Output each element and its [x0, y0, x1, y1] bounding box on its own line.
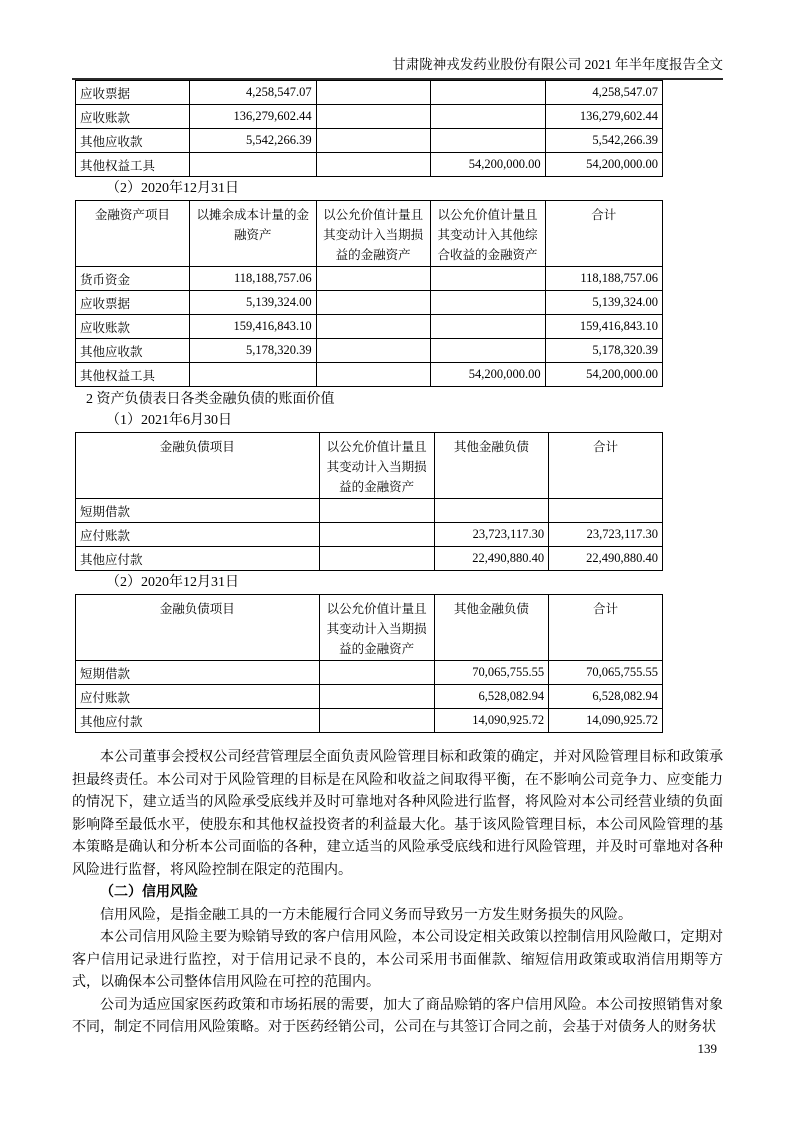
table-row [76, 523, 663, 547]
page-number: 139 [697, 1041, 717, 1056]
section-caption-liab-2021: （1）2021年6月30日 [106, 413, 232, 428]
col-header-fvoci: 以公允价值计量且其变动计入其他综合收益的金融资产 [430, 201, 545, 267]
row-item-label: 其他应收款 [76, 129, 190, 153]
row-item-label: 应收票据 [76, 291, 190, 315]
cell-fvtpl [316, 81, 430, 105]
cell-total: 70,065,755.55 [549, 661, 663, 685]
cell-total: 5,178,320.39 [545, 339, 662, 363]
cell-fvoci [430, 291, 545, 315]
page-header [72, 0, 723, 80]
cell-fvoci [430, 129, 545, 153]
section-heading-liabilities: 2 资产负债表日各类金融负债的账面价值 [86, 392, 335, 407]
cell-other: 22,490,880.40 [434, 547, 548, 571]
table-row [76, 661, 663, 685]
table-row [76, 291, 663, 315]
cell-fvoci [430, 267, 545, 291]
cell-fvtpl [319, 523, 434, 547]
col-header-item: 金融负债项目 [76, 433, 320, 499]
table-row [76, 547, 663, 571]
row-item-label: 其他应收款 [76, 339, 190, 363]
table-row [76, 129, 663, 153]
col-header-fvtpl: 以公允价值计量且其变动计入当期损益的金融资产 [319, 433, 434, 499]
cell-fvtpl [316, 363, 430, 387]
col-header-amortized: 以摊余成本计量的金融资产 [189, 201, 316, 267]
cell-fvtpl [316, 267, 430, 291]
row-item-label: 货币资金 [76, 267, 190, 291]
table-row [76, 105, 663, 129]
cell-total: 5,139,324.00 [545, 291, 662, 315]
financial-liabilities-table-2021 [75, 432, 663, 571]
row-item-label: 其他应付款 [76, 547, 320, 571]
cell-total: 159,416,843.10 [545, 315, 662, 339]
row-item-label: 应付账款 [76, 523, 320, 547]
cell-fvtpl [319, 499, 434, 523]
cell-fvoci [430, 105, 545, 129]
cell-fvtpl [319, 709, 434, 733]
col-header-item: 金融资产项目 [76, 201, 190, 267]
cell-other [434, 499, 548, 523]
col-header-fvtpl: 以公允价值计量且其变动计入当期损益的金融资产 [316, 201, 430, 267]
cell-amortized: 5,178,320.39 [189, 339, 316, 363]
page-content [72, 80, 723, 1040]
table-header-row [76, 201, 663, 267]
cell-total [549, 499, 663, 523]
paragraph-credit-policy: 本公司信用风险主要为赊销导致的客户信用风险，本公司设定相关政策以控制信用风险敞口，定期对客户信用记录进行监控，对于信用记录不良的，本公司采用书面催款、缩短信用政策或取消信用期等方式，以确保本公司整体信用风险在可控的范围内。 [72, 930, 723, 990]
cell-total: 14,090,925.72 [549, 709, 663, 733]
table-row [76, 81, 663, 105]
cell-total: 5,542,266.39 [545, 129, 662, 153]
row-item-label: 应收账款 [76, 105, 190, 129]
cell-total: 23,723,117.30 [549, 523, 663, 547]
cell-fvtpl [316, 291, 430, 315]
cell-fvtpl [319, 547, 434, 571]
cell-total: 54,200,000.00 [545, 153, 662, 177]
table-header-row [76, 433, 663, 499]
row-item-label: 其他应付款 [76, 709, 320, 733]
risk-management-text [72, 747, 723, 1040]
table-row [76, 153, 663, 177]
row-item-label: 应收票据 [76, 81, 190, 105]
cell-fvtpl [316, 129, 430, 153]
cell-fvoci [430, 81, 545, 105]
table-row [76, 709, 663, 733]
cell-total: 54,200,000.00 [545, 363, 662, 387]
cell-other: 6,528,082.94 [434, 685, 548, 709]
cell-other: 23,723,117.30 [434, 523, 548, 547]
table-row [76, 315, 663, 339]
cell-total: 22,490,880.40 [549, 547, 663, 571]
row-item-label: 应收账款 [76, 315, 190, 339]
cell-other: 14,090,925.72 [434, 709, 548, 733]
col-header-total: 合计 [545, 201, 662, 267]
col-header-total: 合计 [549, 433, 663, 499]
cell-amortized: 5,139,324.00 [189, 291, 316, 315]
cell-amortized: 118,188,757.06 [189, 267, 316, 291]
cell-fvtpl [316, 315, 430, 339]
cell-fvoci: 54,200,000.00 [430, 363, 545, 387]
cell-fvoci [430, 339, 545, 363]
row-item-label: 其他权益工具 [76, 153, 190, 177]
asset-table-continued [75, 80, 663, 177]
col-header-fvtpl: 以公允价值计量且其变动计入当期损益的金融资产 [319, 595, 434, 661]
table-header-row [76, 595, 663, 661]
cell-fvtpl [316, 105, 430, 129]
table-row [76, 499, 663, 523]
col-header-item: 金融负债项目 [76, 595, 320, 661]
paragraph-risk-policy: 本公司董事会授权公司经营管理层全面负责风险管理目标和政策的确定，并对风险管理目标和政策承担最终责任。本公司对于风险管理的目标是在风险和收益之间取得平衡，在不影响公司竞争力、应变能力的情况下，建立适当的风险承受底线并及时可靠地对各种风险进行监督，将风险对本公司经营业绩的负面影响降至最低水平，使股东和其他权益投资者的利益最大化。基于该风险管理目标，本公司风险管理的基本策略是确认和分析本公司面临的各种，建立适当的风险承受底线和进行风险管理，并及时可靠地对各种风险进行监督，将风险控制在限定的范围内。 [72, 750, 723, 878]
cell-amortized: 5,542,266.39 [189, 129, 316, 153]
heading-credit-risk: （二）信用风险 [100, 885, 198, 900]
table-row [76, 363, 663, 387]
cell-total: 6,528,082.94 [549, 685, 663, 709]
cell-fvoci [430, 315, 545, 339]
table-row [76, 339, 663, 363]
cell-fvtpl [319, 685, 434, 709]
cell-fvoci: 54,200,000.00 [430, 153, 545, 177]
cell-fvtpl [319, 661, 434, 685]
report-title: 甘肃陇神戎发药业股份有限公司 2021 年半年度报告全文 [392, 57, 723, 72]
cell-total: 4,258,547.07 [545, 81, 662, 105]
row-item-label: 应付账款 [76, 685, 320, 709]
section-caption-liab-2020: （2）2020年12月31日 [106, 575, 239, 590]
cell-fvtpl [316, 153, 430, 177]
col-header-other: 其他金融负债 [434, 595, 548, 661]
cell-fvtpl [316, 339, 430, 363]
col-header-total: 合计 [549, 595, 663, 661]
paragraph-credit-strategy: 公司为适应国家医药政策和市场拓展的需要，加大了商品赊销的客户信用风险。本公司按照销售对象不同，制定不同信用风险策略。对于医药经销公司，公司在与其签订合同之前，会基于对债务人的财务状 [72, 997, 723, 1035]
table-row [76, 267, 663, 291]
row-item-label: 其他权益工具 [76, 363, 190, 387]
table-row [76, 685, 663, 709]
row-item-label: 短期借款 [76, 499, 320, 523]
row-item-label: 短期借款 [76, 661, 320, 685]
cell-total: 136,279,602.44 [545, 105, 662, 129]
cell-amortized: 136,279,602.44 [189, 105, 316, 129]
cell-amortized: 4,258,547.07 [189, 81, 316, 105]
section-caption-assets-2020: （2）2020年12月31日 [106, 181, 239, 196]
cell-amortized: 159,416,843.10 [189, 315, 316, 339]
cell-amortized [189, 363, 316, 387]
financial-liabilities-table-2020 [75, 594, 663, 733]
financial-assets-table-2020 [75, 200, 663, 387]
cell-total: 118,188,757.06 [545, 267, 662, 291]
cell-other: 70,065,755.55 [434, 661, 548, 685]
paragraph-credit-definition: 信用风险，是指金融工具的一方未能履行合同义务而导致另一方发生财务损失的风险。 [100, 907, 632, 923]
col-header-other: 其他金融负债 [434, 433, 548, 499]
cell-amortized [189, 153, 316, 177]
